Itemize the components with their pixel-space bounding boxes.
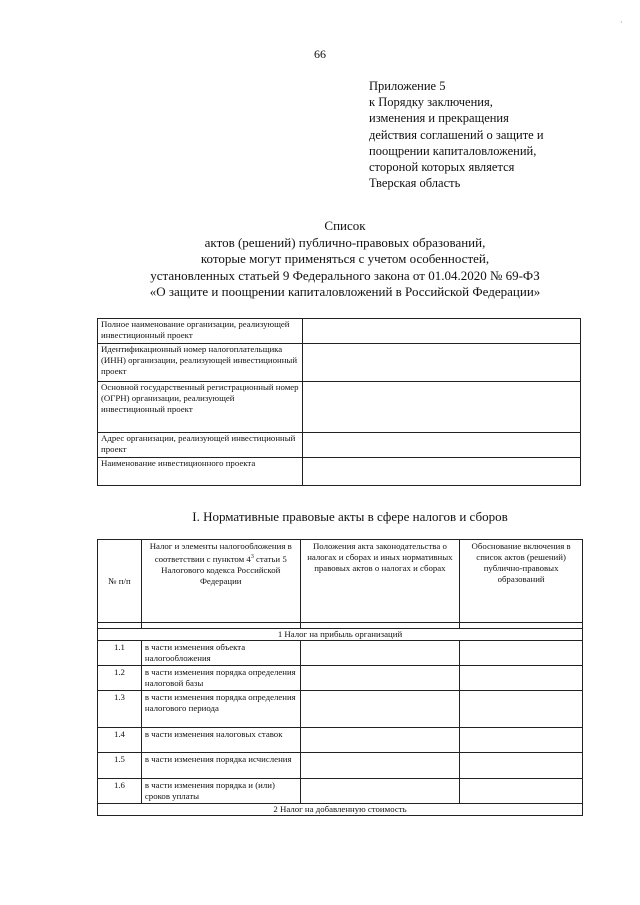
row-number: 1.6	[98, 779, 142, 804]
group-heading: 2 Налог на добавленную стоимость	[98, 804, 583, 816]
group-row	[98, 804, 583, 816]
row-text: в части изменения объекта налогообложения	[141, 641, 300, 666]
table-row	[98, 779, 583, 804]
title-line: «О защите и поощрении капиталовложений в Российской Федерации»	[149, 284, 541, 300]
info-label: Адрес организации, реализующей инвестиционный проект	[98, 433, 303, 458]
row-text: в части изменения порядка и (или) сроков уплаты	[141, 779, 300, 804]
row-number: 1.4	[98, 728, 142, 753]
justification-cell[interactable]	[460, 753, 583, 779]
justification-cell[interactable]	[460, 691, 583, 728]
appendix-line: поощрении капиталовложений,	[369, 143, 537, 158]
appendix-line: Приложение 5	[369, 79, 446, 93]
title-line: актов (решений) публично-правовых образований,	[204, 234, 486, 250]
appendix-line: изменения и прекращения	[369, 111, 509, 126]
table-row	[98, 458, 581, 486]
appendix-line: действия соглашений о защите и	[369, 127, 544, 142]
info-label: Основной государственный регистрационный номер (ОГРН) организации, реализующей инвестиционный проект	[98, 382, 303, 433]
header-superscript: 3	[250, 554, 254, 560]
table-header-row	[98, 540, 583, 623]
table-row	[98, 382, 581, 433]
table-row	[98, 666, 583, 691]
info-label: Полное наименование организации, реализующей инвестиционный проект	[98, 319, 303, 344]
provisions-cell[interactable]	[300, 728, 460, 753]
appendix-line: стороной которых является	[369, 160, 515, 175]
info-value[interactable]	[302, 458, 580, 486]
row-number: 1.3	[98, 691, 142, 728]
provisions-cell[interactable]	[300, 641, 460, 666]
table-row	[98, 641, 583, 666]
appendix-line: Тверская область	[369, 176, 461, 191]
justification-cell[interactable]	[460, 728, 583, 753]
justification-cell[interactable]	[460, 779, 583, 804]
row-number: 1.1	[98, 641, 142, 666]
info-label: Идентификационный номер налогоплательщика (ИНН) организации, реализующей инвестиционный проект	[98, 344, 303, 382]
provisions-cell[interactable]	[300, 691, 460, 728]
page-number: 66	[314, 47, 326, 61]
row-text: в части изменения порядка определения налогового периода	[141, 691, 300, 728]
tax-acts-table	[97, 539, 583, 816]
organization-info-table	[97, 318, 581, 486]
corner-mark: ·	[620, 18, 623, 27]
group-heading: 1 Налог на прибыль организаций	[98, 629, 583, 641]
header-tax-elements-part2: статьи 5 Налогового кодекса Российской Федерации	[161, 553, 287, 586]
appendix-block	[369, 78, 544, 191]
provisions-cell[interactable]	[300, 753, 460, 779]
table-row	[98, 344, 581, 382]
document-title	[0, 218, 640, 301]
row-text: в части изменения порядка определения налоговой базы	[141, 666, 300, 691]
info-label: Наименование инвестиционного проекта	[98, 458, 303, 486]
table-row	[98, 728, 583, 753]
provisions-cell[interactable]	[300, 779, 460, 804]
justification-cell[interactable]	[460, 641, 583, 666]
info-value[interactable]	[302, 319, 580, 344]
title-line: Список	[324, 218, 366, 233]
justification-cell[interactable]	[460, 666, 583, 691]
title-line: установленных статьей 9 Федерального закона от 01.04.2020 № 69-ФЗ	[150, 267, 540, 283]
header-tax-elements	[141, 540, 300, 623]
row-number: 1.5	[98, 753, 142, 779]
row-text: в части изменения порядка исчисления	[141, 753, 300, 779]
provisions-cell[interactable]	[300, 666, 460, 691]
info-value[interactable]	[302, 344, 580, 382]
table-row	[98, 433, 581, 458]
table-row	[98, 691, 583, 728]
row-number: 1.2	[98, 666, 142, 691]
section-title: I. Нормативные правовые акты в сфере налогов и сборов	[192, 509, 508, 524]
info-value[interactable]	[302, 433, 580, 458]
header-num: № п/п	[98, 540, 142, 623]
table-row	[98, 319, 581, 344]
info-value[interactable]	[302, 382, 580, 433]
header-justification: Обоснование включения в список актов (решений) публично-правовых образований	[460, 540, 583, 623]
row-text: в части изменения налоговых ставок	[141, 728, 300, 753]
group-row	[98, 629, 583, 641]
appendix-line: к Порядку заключения,	[369, 95, 493, 110]
header-tax-elements-part1: Налог и элементы налогообложения в соответствии с пунктом 4	[149, 541, 292, 564]
title-line: которые могут применяться с учетом особенностей,	[200, 251, 490, 267]
header-provisions: Положения акта законодательства о налогах и сборах и иных нормативных правовых актов о налогах и сборах	[300, 540, 460, 623]
table-row	[98, 753, 583, 779]
